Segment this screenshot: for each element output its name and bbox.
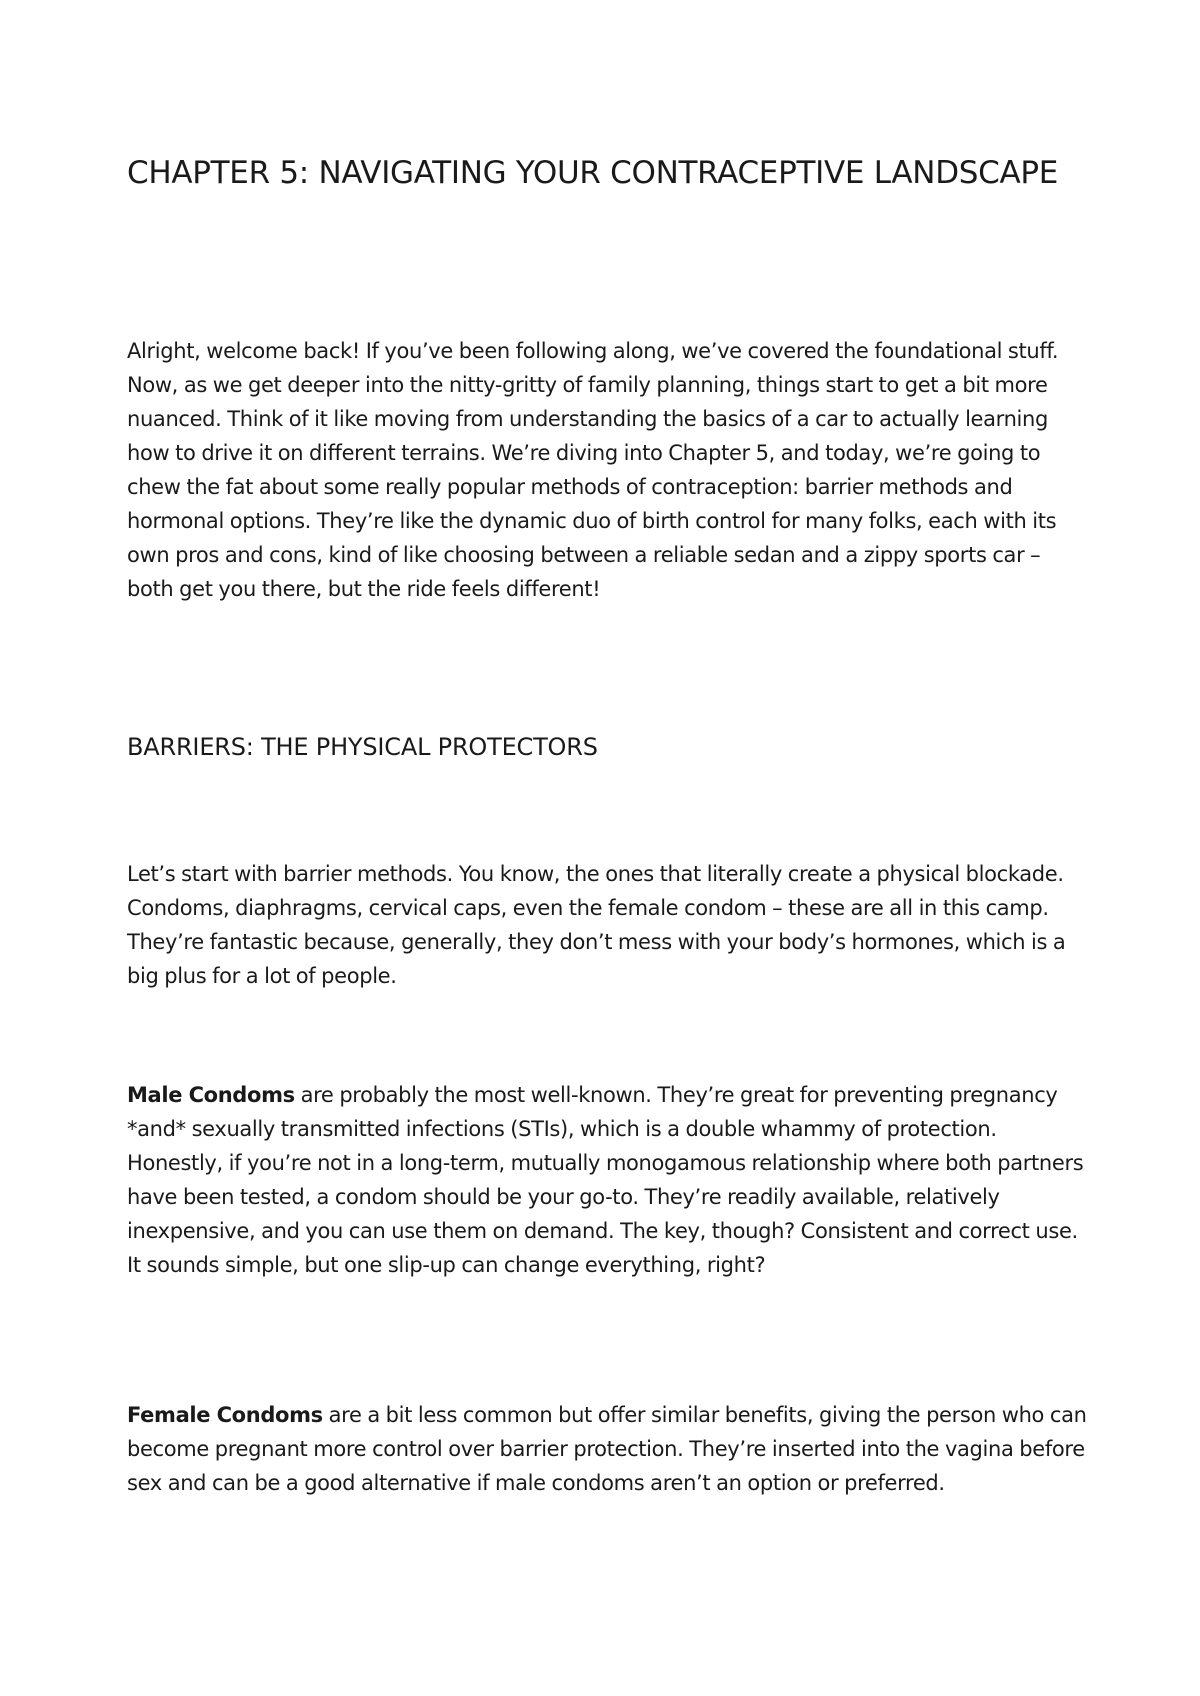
section-heading: BARRIERS: THE PHYSICAL PROTECTORS [127, 733, 598, 761]
male-condoms-term: Male Condoms [127, 1083, 295, 1107]
male-condoms-text: are probably the most well-known. They’re great for preventing pregnancy *and* sexually transmitted infections (STIs), which is a double whammy of protection. Honestly, if you’re not in a long-term, mutually monogamous relationship where both partners have been tested, a condom should be your go-to. They’re readily available, relatively inexpensive, and you can use them on demand. The key, though? Consistent and correct use. It sounds simple, but one slip-up can change everything, right? [127, 1083, 1084, 1277]
barrier-intro-paragraph: Let’s start with barrier methods. You know, the ones that literally create a physical blockade. Condoms, diaphragms, cervical caps, even the female condom – these are all in this camp. They’re fantastic because, generally, they don’t mess with your body’s hormones, which is a big plus for a lot of people. [127, 862, 1066, 988]
male-condoms-paragraph [127, 1078, 1087, 1282]
female-condoms-text: are a bit less common but offer similar benefits, giving the person who can become pregnant more control over barrier protection. They’re inserted into the vagina before sex and can be a good alternative if male condoms aren’t an option or preferred. [127, 1403, 1087, 1495]
female-condoms-term: Female Condoms [127, 1403, 323, 1427]
intro-paragraph: Alright, welcome back! If you’ve been following along, we’ve covered the foundational stuff. Now, as we get deeper into the nitty-gritty of family planning, things start to get a bit more nuanced. Think of it like moving from understanding the basics of a car to actually learning how to drive it on different terrains. We’re diving into Chapter 5, and today, we’re going to chew the fat about some really popular methods of contraception: barrier methods and hormonal options. They’re like the dynamic duo of birth control for many folks, each with its own pros and cons, kind of like choosing between a reliable sedan and a zippy sports car – both get you there, but the ride feels different! [127, 339, 1059, 601]
document-page [127, 0, 1087, 1696]
chapter-title: CHAPTER 5: NAVIGATING YOUR CONTRACEPTIVE LANDSCAPE [127, 155, 1059, 191]
female-condoms-paragraph [127, 1398, 1087, 1500]
